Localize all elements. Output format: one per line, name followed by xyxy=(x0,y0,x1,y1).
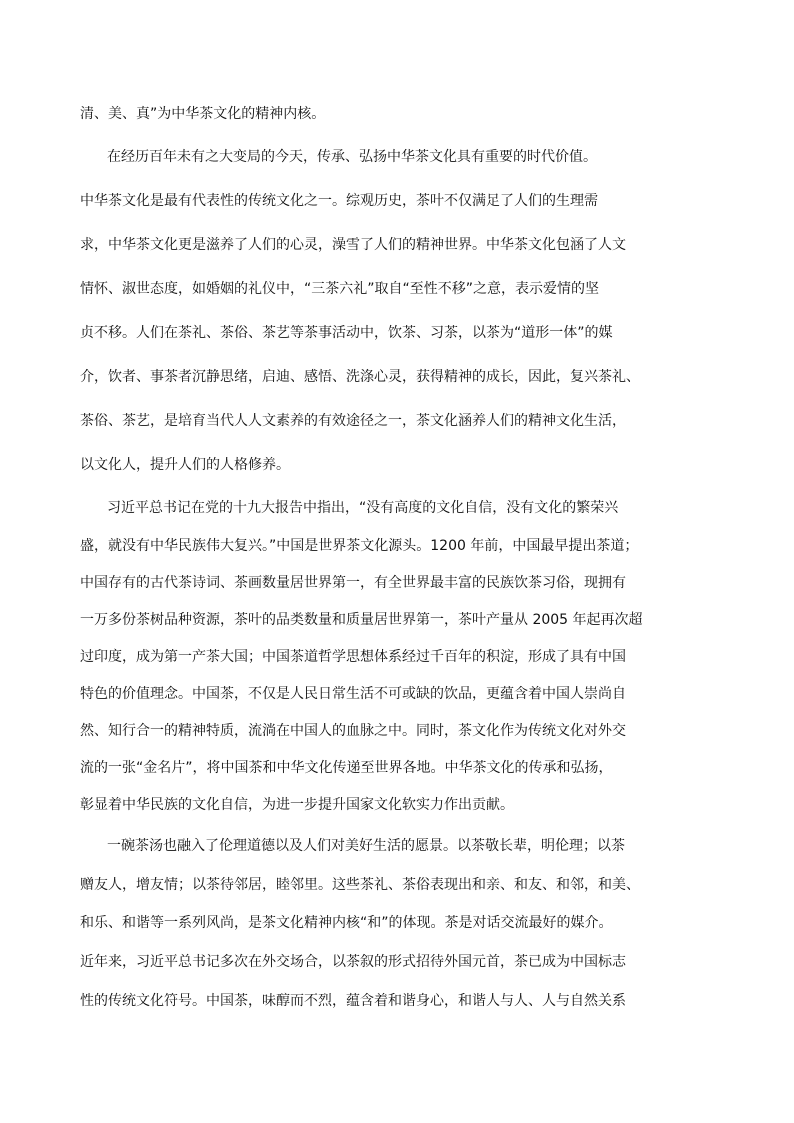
text-line: 盛，就没有中华民族伟大复兴。”中国是世界茶文化源头。1200 年前，中国最早提出茶道； xyxy=(80,538,639,554)
text-line: 彰显着中华民族的文化自信，为进一步提升国家文化软实力作出贡献。 xyxy=(80,797,514,813)
paragraph-first-line: 习近平总书记在党的十九大报告中指出，“没有高度的文化自信，没有文化的繁荣兴 xyxy=(107,500,619,516)
text-line: 中华茶文化是最有代表性的传统文化之一。综观历史，茶叶不仅满足了人们的生理需 xyxy=(80,193,598,209)
text-line: 以文化人，提升人们的人格修养。 xyxy=(80,457,290,473)
text-line: 中国存有的古代茶诗词、茶画数量居世界第一，有全世界最丰富的民族饮茶习俗，现拥有 xyxy=(80,575,626,591)
text-line: 求，中华茶文化更是滋养了人们的心灵，澡雪了人们的精神世界。中华茶文化包涵了人文 xyxy=(80,237,626,253)
text-line: 介，饮者、事茶者沉静思绪，启迪、感悟、洗涤心灵，获得精神的成长，因此，复兴茶礼、 xyxy=(80,369,640,385)
text-line: 清、美、真”为中华茶文化的精神内核。 xyxy=(80,106,326,122)
text-line: 茶俗、茶艺，是培育当代人人文素养的有效途径之一，茶文化涵养人们的精神文化生活， xyxy=(80,413,626,429)
text-line: 性的传统文化符号。中国茶，味醇而不烈，蕴含着和谐身心，和谐人与人、人与自然关系 xyxy=(80,993,626,1009)
text-line: 过印度，成为第一产茶大国；中国茶道哲学思想体系经过千百年的积淀，形成了具有中国 xyxy=(80,649,626,665)
text-line: 近年来，习近平总书记多次在外交场合，以茶叙的形式招待外国元首，茶已成为中国标志 xyxy=(80,954,626,970)
paragraph-first-line: 在经历百年未有之大变局的今天，传承、弘扬中华茶文化具有重要的时代价值。 xyxy=(107,149,597,165)
text-line: 一万多份茶树品种资源，茶叶的品类数量和质量居世界第一，茶叶产量从 2005 年起再次超 xyxy=(80,612,643,628)
text-line: 流的一张“金名片”，将中国茶和中华文化传递至世界各地。中华茶文化的传承和弘扬， xyxy=(80,760,613,776)
text-line: 和乐、和谐等一系列风尚，是茶文化精神内核“和”的体现。茶是对话交流最好的媒介。 xyxy=(80,915,613,931)
text-line: 情怀、淑世态度，如婚姻的礼仪中，“三茶六礼”取自“至性不移”之意，表示爱情的坚 xyxy=(80,281,600,297)
paragraph-first-line: 一碗茶汤也融入了伦理道德以及人们对美好生活的愿景。以茶敬长辈，明伦理；以茶 xyxy=(107,838,625,854)
text-line: 赠友人，增友情；以茶待邻居，睦邻里。这些茶礼、茶俗表现出和亲、和友、和邻，和美、 xyxy=(80,877,640,893)
text-line: 然、知行合一的精神特质，流淌在中国人的血脉之中。同时，茶文化作为传统文化对外交 xyxy=(80,723,626,739)
text-line: 特色的价值理念。中国茶，不仅是人民日常生活不可或缺的饮品，更蕴含着中国人崇尚自 xyxy=(80,686,626,702)
text-line: 贞不移。人们在茶礼、茶俗、茶艺等茶事活动中，饮茶、习茶，以茶为“道形一体”的媒 xyxy=(80,325,613,341)
